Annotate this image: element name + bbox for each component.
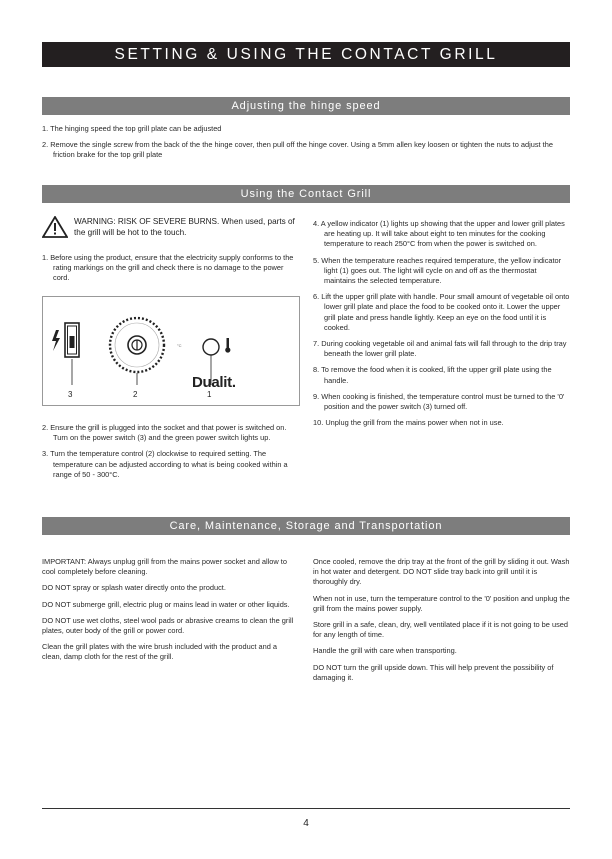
using-heading: Using the Contact Grill bbox=[42, 185, 570, 203]
care-right-column bbox=[313, 557, 570, 689]
using-step-5: 5. When the temperature reaches required temperature, the yellow indicator light (1) goes out. The light will cycle on and off as the thermostat maintains the selected temperature. bbox=[313, 255, 562, 286]
using-step-10: 10. Unplug the grill from the mains power when not in use. bbox=[313, 418, 504, 428]
warning-text: WARNING: RISK OF SEVERE BURNS. When used, parts of the grill will be hot to the touch. bbox=[74, 217, 295, 237]
care-right-4: Handle the grill with care when transporting. bbox=[313, 646, 457, 656]
using-step-3: 3. Turn the temperature control (2) clockwise to required setting. The temperature can be adjusted according to what is being cooked within a range of 50 - 300°C. bbox=[42, 449, 288, 479]
care-left-3: DO NOT submerge grill, electric plug or mains lead in water or other liquids. bbox=[42, 599, 290, 609]
page-number: 4 bbox=[303, 818, 309, 829]
thermometer-icon bbox=[225, 338, 230, 353]
using-step-4: 4. A yellow indicator (1) lights up showing that the upper and lower grill plates are heating up. It will take about eight to ten minutes for the cooking temperature to reach 250°C from when the power is switched on. bbox=[313, 219, 565, 249]
power-lightning-icon bbox=[52, 330, 60, 351]
care-left-4: DO NOT use wet cloths, steel wool pads or abrasive creams to clean the grill plates, outer body of the grill or power cord. bbox=[42, 615, 294, 636]
care-left-5: Clean the grill plates with the wire brush included with the product and a clean, damp cloth for the rest of the grill. bbox=[42, 642, 277, 662]
care-right-3: Store grill in a safe, clean, dry, well ventilated place if it is not going to be used for any length of time. bbox=[313, 620, 568, 640]
hinge-step-1: 1. The hinging speed the top grill plate can be adjusted bbox=[42, 124, 222, 133]
warning-triangle-icon bbox=[42, 216, 68, 238]
power-switch bbox=[65, 323, 79, 357]
care-right-5: DO NOT turn the grill upside down. This will help prevent the possibility of damaging it. bbox=[313, 662, 554, 682]
hinge-heading: Adjusting the hinge speed bbox=[42, 97, 570, 115]
using-right-column bbox=[313, 219, 570, 434]
warning-block bbox=[42, 216, 298, 238]
using-step-9: 9. When cooking is finished, the temperature control must be turned to the '0' position and the power switch (3) turned off. bbox=[313, 391, 565, 412]
diagram-label-switch: 3 bbox=[68, 390, 73, 399]
svg-text:°C: °C bbox=[177, 343, 182, 348]
diagram-label-indicator: 1 bbox=[207, 390, 212, 399]
temperature-dial bbox=[110, 318, 182, 372]
diagram-label-dial: 2 bbox=[133, 390, 138, 399]
using-left-top bbox=[42, 253, 298, 290]
care-left-column bbox=[42, 557, 298, 669]
care-right-2: When not in use, turn the temperature control to the '0' position and unplug the grill from the mains power supply. bbox=[313, 593, 570, 613]
using-step-6: 6. Lift the upper grill plate with handle. Pour small amount of vegetable oil onto lower grill plate and place the food to be cooked onto it. Lower the upper grill plate and press handle lightly. Keep an eye on the food until it is cooked. bbox=[313, 292, 570, 332]
care-left-1: IMPORTANT: Always unplug grill from the mains power socket and allow to cool completely before cleaning. bbox=[42, 557, 287, 577]
dualit-logo: Dualit. bbox=[192, 374, 236, 391]
using-step-8: 8. To remove the food when it is cooked, lift the upper grill plate using the handle. bbox=[313, 365, 552, 385]
using-step-7: 7. During cooking vegetable oil and animal fats will fall through to the drip tray beneath the lower grill plate. bbox=[313, 339, 567, 359]
care-heading: Care, Maintenance, Storage and Transportation bbox=[42, 517, 570, 535]
footer-divider bbox=[42, 808, 570, 809]
hinge-step-2: 2. Remove the single screw from the back of the the hinge cover, then pull off the hinge cover. Using a 5mm allen key loosen or tighten the nuts to adjust the friction brake for the top grill plate bbox=[42, 140, 553, 160]
hinge-steps bbox=[42, 124, 570, 167]
using-step-2: 2. Ensure the grill is plugged into the socket and that power is switched on. Turn on the power switch (3) and the green power switch lights up. bbox=[42, 423, 287, 443]
control-panel-diagram bbox=[42, 296, 300, 406]
care-right-1: Once cooled, remove the drip tray at the front of the grill by sliding it out. Wash in hot water and detergent. DO NOT slide tray back into grill until it is thoroughly dry. bbox=[313, 557, 570, 587]
using-step-1: 1. Before using the product, ensure that the electricity supply conforms to the rating markings on the grill and check there is no damage to the power cord. bbox=[42, 253, 294, 283]
using-left-bottom bbox=[42, 423, 298, 486]
care-left-2: DO NOT spray or splash water directly onto the product. bbox=[42, 583, 226, 593]
indicator-light bbox=[203, 339, 219, 355]
page-title: SETTING & USING THE CONTACT GRILL bbox=[42, 42, 570, 67]
